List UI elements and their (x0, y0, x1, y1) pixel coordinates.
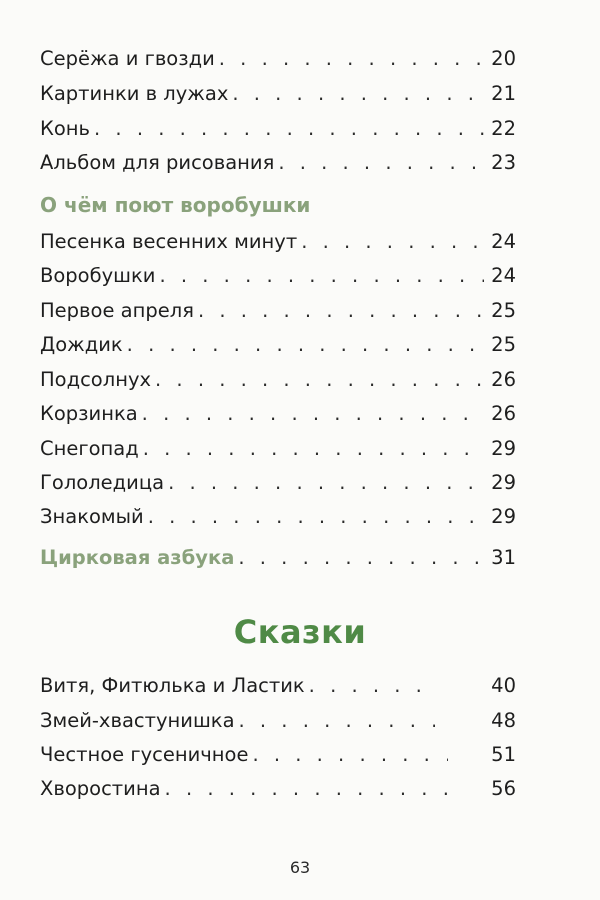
toc-leader-dots (143, 436, 484, 462)
toc-entry-page: 31 (491, 546, 516, 569)
toc-entry-title: Хворостина (40, 777, 161, 800)
toc-entry-title: Альбом для рисования (40, 151, 275, 174)
toc-entry-page: 25 (491, 299, 516, 322)
toc-entry-page: 23 (491, 151, 516, 174)
toc-entry-page: 29 (491, 471, 516, 494)
toc-entry (40, 46, 516, 72)
toc-entry (40, 116, 516, 142)
toc-entry-title: Картинки в лужах (40, 82, 229, 105)
toc-leader-dots (278, 150, 484, 176)
toc-entry-title: Снегопад (40, 437, 139, 460)
toc-section-entry (40, 545, 516, 571)
toc-entry-page: 51 (491, 743, 516, 766)
toc-leader-dots (165, 776, 461, 802)
toc-entry (40, 708, 516, 734)
toc-entry-title: Песенка весенних минут (40, 230, 298, 253)
chapter-heading: Сказки (233, 613, 367, 651)
toc-entry-title: Корзинка (40, 402, 138, 425)
toc-entry-page: 21 (491, 82, 516, 105)
toc-entry-page: 20 (491, 47, 516, 70)
page-number: 63 (289, 858, 311, 877)
toc-entry-title: Серёжа и гвозди (40, 47, 215, 70)
toc-entry-page: 29 (491, 437, 516, 460)
toc-entry (40, 332, 516, 358)
toc-entry-title: Змей-хвастунишка (40, 709, 235, 732)
toc-leader-dots (238, 545, 484, 571)
toc-entry (40, 263, 516, 289)
toc-leader-dots (142, 401, 484, 427)
toc-entry (40, 742, 516, 768)
toc-entry (40, 229, 516, 255)
toc-entry-title: Конь (40, 117, 91, 140)
section-heading: Цирковая азбука (40, 546, 235, 569)
toc-entry (40, 367, 516, 393)
toc-entry-page: 56 (491, 777, 516, 800)
toc-entry-title: Знакомый (40, 505, 144, 528)
toc-entry-title: Дождик (40, 333, 123, 356)
toc-entry-title: Гололедица (40, 471, 165, 494)
toc-entry (40, 776, 516, 802)
toc-leader-dots (168, 470, 484, 496)
toc-leader-dots (148, 504, 484, 530)
toc-leader-dots (155, 367, 484, 393)
toc-entry (40, 298, 516, 324)
toc-leader-dots (159, 263, 484, 289)
toc-entry-title: Первое апреля (40, 299, 194, 322)
toc-entry (40, 401, 516, 427)
toc-entry-title: Витя, Фитюлька и Ластик (40, 674, 305, 697)
toc-entry (40, 81, 516, 107)
toc-entry (40, 504, 516, 530)
toc-leader-dots (127, 332, 484, 358)
toc-entry-title: Воробушки (40, 264, 156, 287)
toc-leader-dots (219, 46, 484, 72)
toc-entry-page: 29 (491, 505, 516, 528)
toc-entry (40, 436, 516, 462)
toc-entry (40, 673, 516, 699)
toc-entry (40, 470, 516, 496)
toc-leader-dots (239, 708, 435, 734)
toc-leader-dots (301, 229, 484, 255)
toc-entry (40, 150, 516, 176)
toc-leader-dots (309, 673, 437, 699)
toc-entry-page: 48 (491, 709, 516, 732)
section-heading: О чём поют воробушки (40, 193, 311, 217)
toc-entry-title: Честное гусеничное (40, 743, 249, 766)
toc-entry-page: 26 (491, 402, 516, 425)
toc-entry-page: 24 (491, 230, 516, 253)
toc-entry-page: 25 (491, 333, 516, 356)
toc-entry-page: 40 (491, 674, 516, 697)
toc-leader-dots (94, 116, 484, 142)
toc-leader-dots (198, 298, 484, 324)
toc-entry-page: 22 (491, 117, 516, 140)
toc-entry-page: 24 (491, 264, 516, 287)
toc-entry-title: Подсолнух (40, 368, 152, 391)
toc-leader-dots (252, 742, 448, 768)
toc-entry-page: 26 (491, 368, 516, 391)
toc-leader-dots (232, 81, 484, 107)
